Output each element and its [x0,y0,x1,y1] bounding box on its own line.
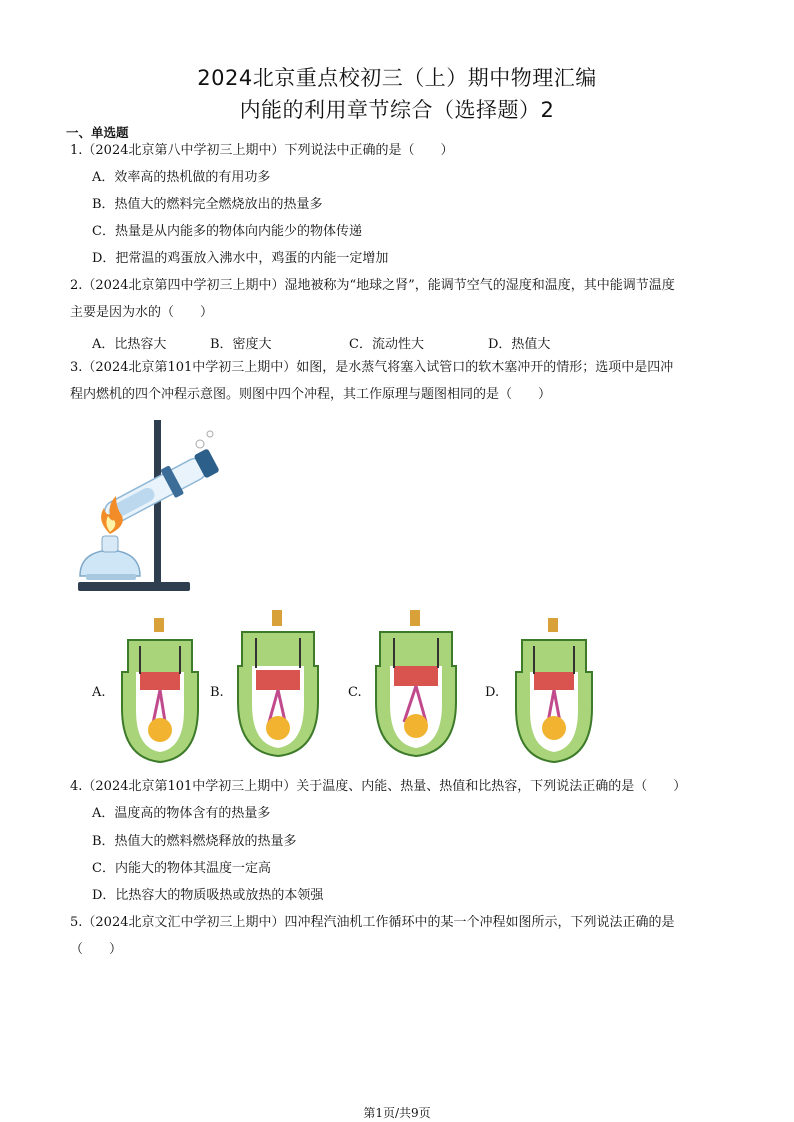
question-1-option-b: B．热值大的燃料完全燃烧放出的热量多 [92,197,323,212]
engine-label-a: A. [92,685,106,700]
question-4-option-a: A．温度高的物体含有的热量多 [92,806,271,821]
question-4-stem: 4.（2024北京第101中学初三上期中）关于温度、内能、热量、热值和比热容，下列说法正确的是（ ） [70,779,687,794]
page-footer: 第1页/共9页 [363,1106,431,1120]
question-1-option-c: C．热量是从内能多的物体向内能少的物体传递 [92,224,362,239]
engine-label-b: B. [210,685,224,700]
question-1-option-d: D．把常温的鸡蛋放入沸水中，鸡蛋的内能一定增加 [92,251,389,266]
engine-label-d: D. [485,685,500,700]
question-2-options [92,333,612,352]
question-2-stem-line1: 2.（2024北京第四中学初三上期中）湿地被称为“地球之肾”，能调节空气的湿度和温度，其中能调节温度 [70,278,675,293]
question-5-stem-line1: 5.（2024北京文汇中学初三上期中）四冲程汽油机工作循环中的某一个冲程如图所示，下列说法正确的是 [70,915,675,930]
test-tube-apparatus-figure [72,416,232,598]
question-3-stem-line2: 程内燃机的四个冲程示意图。则图中四个冲程，其工作原理与题图相同的是（ ） [70,387,552,402]
question-2-option-c: C．流动性大 [349,337,424,352]
engine-stroke-d [504,613,604,773]
engine-strokes-figure [88,605,608,765]
section-heading: 一、单选题 [66,125,129,140]
question-2-option-a: A．比热容大 [92,337,167,352]
engine-stroke-c [366,605,466,765]
question-4-option-d: D．比热容大的物质吸热或放热的本领强 [92,888,324,903]
page-subtitle: 内能的利用章节综合（选择题）2 [239,98,555,122]
engine-stroke-b [228,605,328,765]
question-2-option-d: D．热值大 [488,337,551,352]
question-3-stem-line1: 3.（2024北京第101中学初三上期中）如图，是水蒸气将塞入试管口的软木塞冲开的情形；选项中是四冲 [70,360,674,375]
page-title: 2024北京重点校初三（上）期中物理汇编 [197,66,597,90]
question-1-option-a: A．效率高的热机做的有用功多 [92,170,271,185]
question-1-stem: 1.（2024北京第八中学初三上期中）下列说法中正确的是（ ） [70,143,454,158]
question-5-stem-line2: （ ） [70,942,123,957]
question-4-option-c: C．内能大的物体其温度一定高 [92,861,271,876]
question-4-option-b: B．热值大的燃料燃烧释放的热量多 [92,834,297,849]
engine-stroke-a [110,613,210,773]
engine-label-c: C. [348,685,362,700]
question-2-stem-line2: 主要是因为水的（ ） [70,305,214,320]
question-2-option-b: B．密度大 [210,337,272,352]
